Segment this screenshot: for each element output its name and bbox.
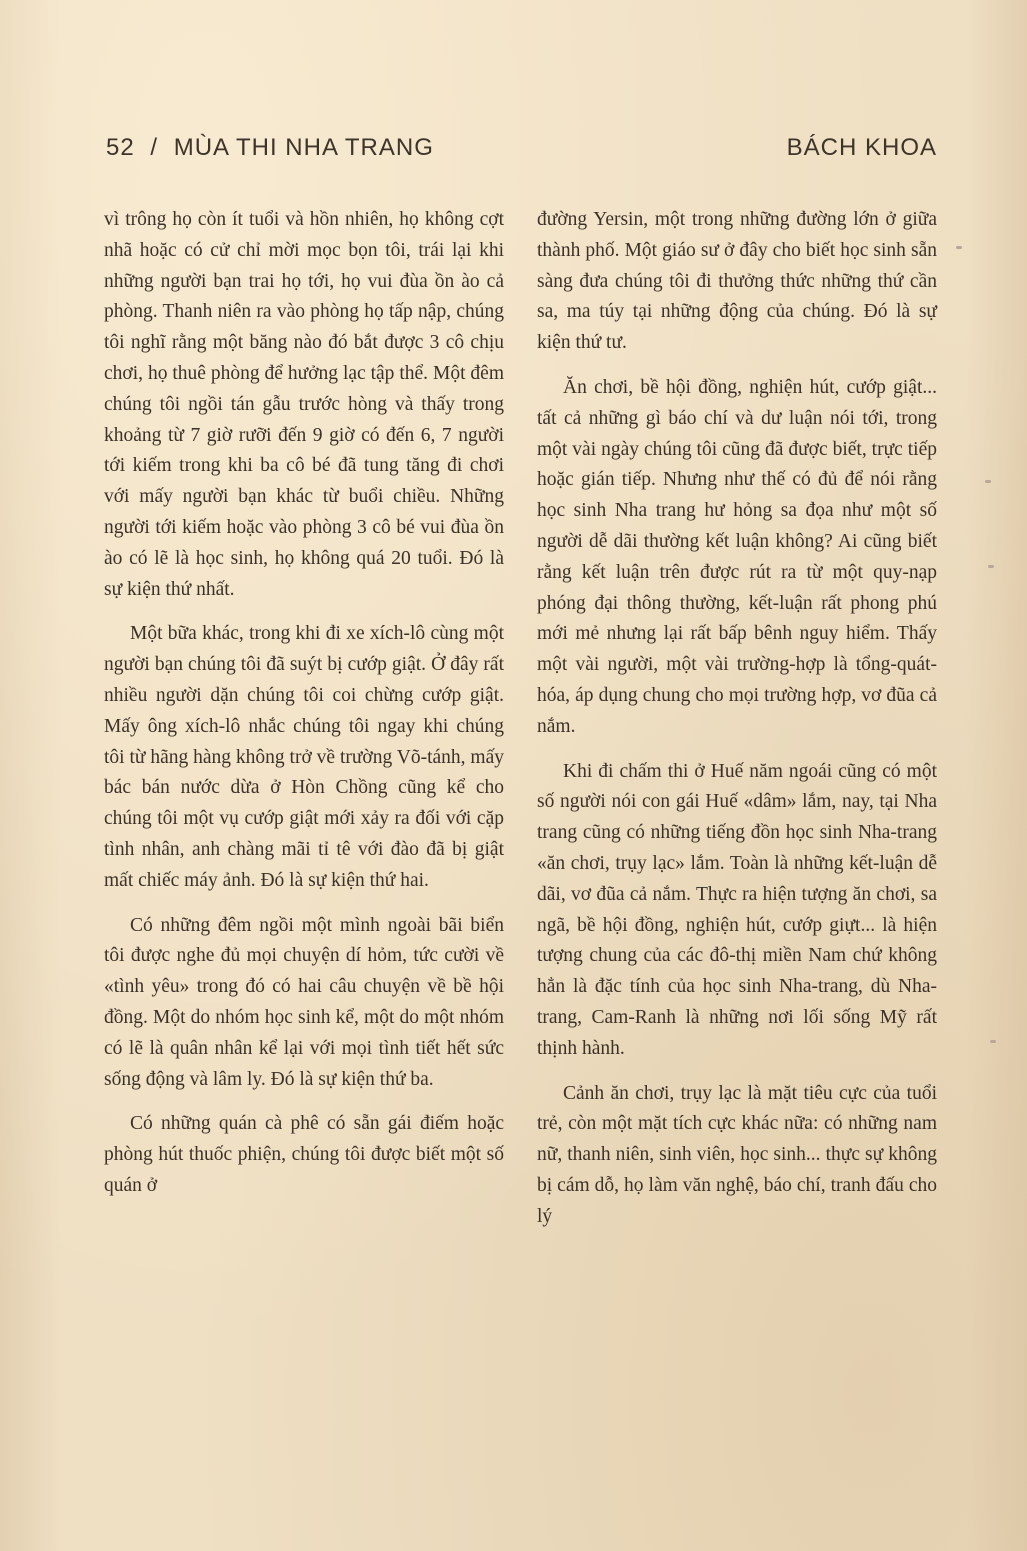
magazine-name: BÁCH KHOA bbox=[786, 134, 937, 161]
paragraph: Khi đi chấm thi ở Huế năm ngoái cũng có một số người nói con gái Huế «dâm» lắm, nay, tại Nha trang cũng có những tiếng đồn học sinh Nha-trang «ăn chơi, trụy lạc» lắm. Toàn là những kết-luận dễ dãi, vơ đũa cả nắm. Thực ra hiện tượng ăn chơi, sa ngã, bề hội đồng, nghiện hút, cướp giựt... là hiện tượng chung của các đô-thị miền Nam chứ không hẳn là đặc tính của học sinh Nha-trang, dù Nha-trang, Cam-Ranh là những nơi lối sống Mỹ rất thịnh hành. bbox=[537, 760, 937, 1059]
speck bbox=[988, 565, 994, 568]
paragraph: Ăn chơi, bề hội đồng, nghiện hút, cướp giật... tất cả những gì báo chí và dư luận nói tới, trong một vài ngày chúng tôi cũng đã được biết, trực tiếp hoặc gián tiếp. Nhưng như thế có đủ để nói rằng học sinh Nha trang hư hỏng sa đọa như một số người dễ dãi thường kết luận không? Ai cũng biết rằng kết luận trên được rút ra từ một quy-nạp phóng đại thông thường, kết-luận rất phong phú mới mẻ nhưng lại rất bấp bênh nguy hiểm. Thấy một vài người, một vài trường-hợp là tổng-quát-hóa, áp dụng chung cho mọi trường hợp, vơ đũa cả nắm. bbox=[537, 376, 937, 737]
speck bbox=[990, 1040, 996, 1043]
running-title bbox=[106, 134, 434, 162]
paragraph: vì trông họ còn ít tuổi và hồn nhiên, họ không cợt nhã hoặc có cử chỉ mời mọc bọn tôi, trái lại khi những người bạn trai họ tới, họ vui đùa ồn ào cả phòng. Thanh niên ra vào phòng họ tấp nập, chúng tôi nghĩ rằng một băng nào đó bắt được 3 cô chịu chơi, họ thuê phòng để hưởng lạc tập thể. Một đêm chúng tôi ngồi tán gẫu trước hòng và thấy trong khoảng từ 7 giờ rưỡi đến 9 giờ có đến 6, 7 người tới kiếm trong khi ba cô bé đã tung tăng đi chơi với mấy người bạn khác từ buổi chiều. Những người tới kiếm hoặc vào phòng 3 cô bé vui đùa ồn ào có lẽ là học sinh, họ không quá 20 tuổi. Đó là sự kiện thứ nhất. bbox=[104, 209, 504, 600]
paragraph: Có những đêm ngồi một mình ngoài bãi biển tôi được nghe đủ mọi chuyện dí hỏm, tức cười về «tình yêu» trong đó có hai câu chuyện về bề hội đồng. Một do nhóm học sinh kể, một do một nhóm có lẽ là quân nhân kể lại với mọi tình tiết hết sức sống động và lâm ly. Đó là sự kiện thứ ba. bbox=[104, 914, 504, 1090]
speck bbox=[985, 480, 991, 483]
article-body bbox=[104, 205, 937, 1465]
left-column bbox=[104, 205, 504, 1465]
speck bbox=[956, 246, 962, 249]
page-number: 52 bbox=[106, 134, 135, 161]
paragraph: Một bữa khác, trong khi đi xe xích-lô cùng một người bạn chúng tôi đã suýt bị cướp giật. Ở đây rất nhiều người dặn chúng tôi coi chừng cướp giật. Mấy ông xích-lô nhắc chúng tôi ngay khi chúng tôi từ hãng hàng không trở về trường Võ-tánh, mấy bác bán nước dừa ở Hòn Chồng cũng kể cho chúng tôi một vụ cướp giật mới xảy ra đối với cặp tình nhân, anh chàng mãi tỉ tê với đào đã bị giật mất chiếc máy ảnh. Đó là sự kiện thứ hai. bbox=[104, 623, 504, 891]
paragraph: Có những quán cà phê có sẵn gái điếm hoặc phòng hút thuốc phiện, chúng tôi được biết một số quán ở bbox=[104, 1113, 504, 1196]
article-title: MÙA THI NHA TRANG bbox=[173, 134, 434, 161]
paragraph: đường Yersin, một trong những đường lớn ở giữa thành phố. Một giáo sư ở đây cho biết học sinh sẵn sàng đưa chúng tôi đi thưởng thức những thứ cần sa, ma túy tại những động của chúng. Đó là sự kiện thứ tư. bbox=[537, 209, 937, 354]
paragraph: Cảnh ăn chơi, trụy lạc là mặt tiêu cực của tuổi trẻ, còn một mặt tích cực khác nữa: có những nam nữ, thanh niên, sinh viên, học sinh... thực sự không bị cám dỗ, họ làm văn nghệ, báo chí, tranh đấu cho lý bbox=[537, 1082, 937, 1227]
right-column bbox=[537, 205, 937, 1465]
header-separator: / bbox=[150, 134, 159, 161]
page-header bbox=[106, 128, 937, 168]
